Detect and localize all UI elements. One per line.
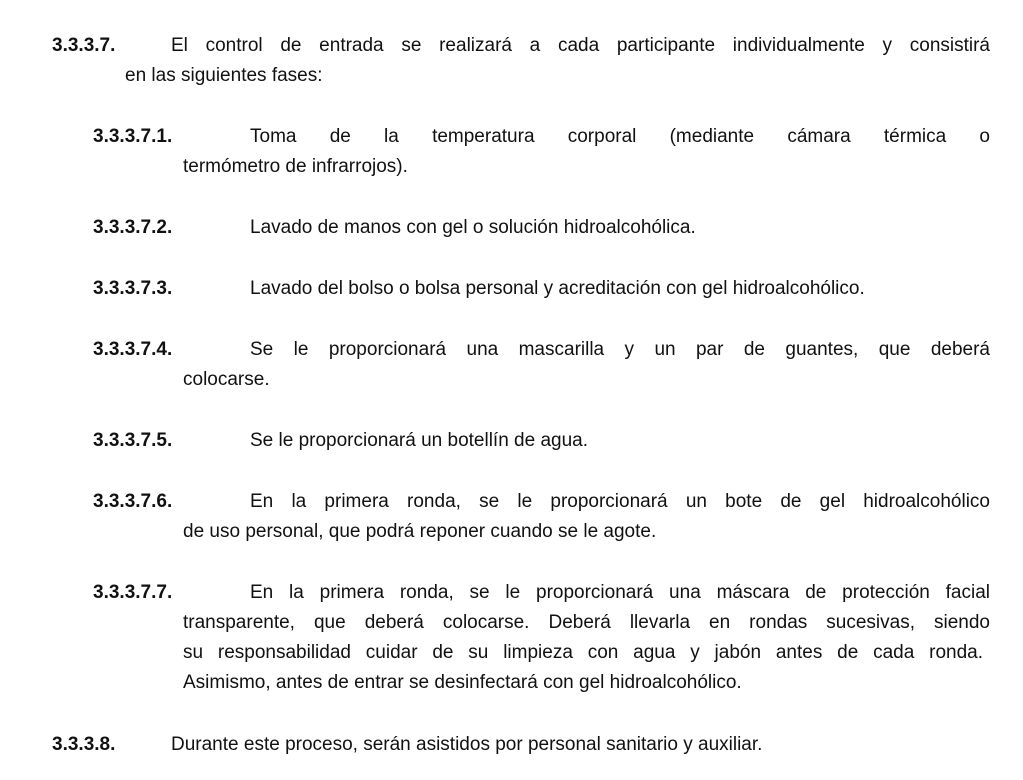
paragraph-line: en las siguientes fases: <box>125 65 323 86</box>
section-3-3-3-8 <box>52 730 990 760</box>
subsection-3-3-3-7-1 <box>93 122 990 182</box>
paragraph-line: colocarse. <box>183 369 270 390</box>
paragraph-line: El control de entrada se realizará a cada participante individualmente y consistirá <box>171 35 990 56</box>
subsection-number: 3.3.3.7.5. <box>93 430 173 451</box>
subsection-3-3-3-7-3 <box>93 274 990 304</box>
subsection-number: 3.3.3.7.2. <box>93 217 173 238</box>
subsection-3-3-3-7-6 <box>93 487 990 547</box>
paragraph-line: Lavado del bolso o bolsa personal y acreditación con gel hidroalcohólico. <box>250 278 865 299</box>
subsection-3-3-3-7-7 <box>93 578 990 698</box>
subsection-number: 3.3.3.7.6. <box>93 491 173 512</box>
paragraph-line: Lavado de manos con gel o solución hidroalcohólica. <box>250 217 696 238</box>
paragraph-line: termómetro de infrarrojos). <box>183 156 408 177</box>
paragraph-line: En la primera ronda, se le proporcionará un bote de gel hidroalcohólico <box>250 491 990 512</box>
subsection-number: 3.3.3.7.7. <box>93 582 173 603</box>
section-number: 3.3.3.8. <box>52 734 116 755</box>
section-number: 3.3.3.7. <box>52 35 116 56</box>
subsection-3-3-3-7-4 <box>93 335 990 395</box>
subsection-number: 3.3.3.7.4. <box>93 339 173 360</box>
subsection-3-3-3-7-5 <box>93 426 990 456</box>
paragraph-line: su responsabilidad cuidar de su limpieza con agua y jabón antes de cada ronda. <box>183 642 983 663</box>
paragraph-line: Se le proporcionará una mascarilla y un par de guantes, que deberá <box>250 339 990 360</box>
subsection-number: 3.3.3.7.1. <box>93 126 173 147</box>
section-3-3-3-7 <box>52 31 990 91</box>
paragraph-line: Se le proporcionará un botellín de agua. <box>250 430 589 451</box>
paragraph-line: transparente, que deberá colocarse. Deberá llevarla en rondas sucesivas, siendo <box>183 612 990 633</box>
paragraph-line: de uso personal, que podrá reponer cuando se le agote. <box>183 521 657 542</box>
subsection-3-3-3-7-2 <box>93 213 990 243</box>
paragraph-line: Durante este proceso, serán asistidos por personal sanitario y auxiliar. <box>171 734 763 755</box>
paragraph-line: Asimismo, antes de entrar se desinfectará con gel hidroalcohólico. <box>183 672 742 693</box>
subsection-number: 3.3.3.7.3. <box>93 278 173 299</box>
paragraph-line: En la primera ronda, se le proporcionará una máscara de protección facial <box>250 582 990 603</box>
paragraph-line: Toma de la temperatura corporal (mediante cámara térmica o <box>250 126 990 147</box>
